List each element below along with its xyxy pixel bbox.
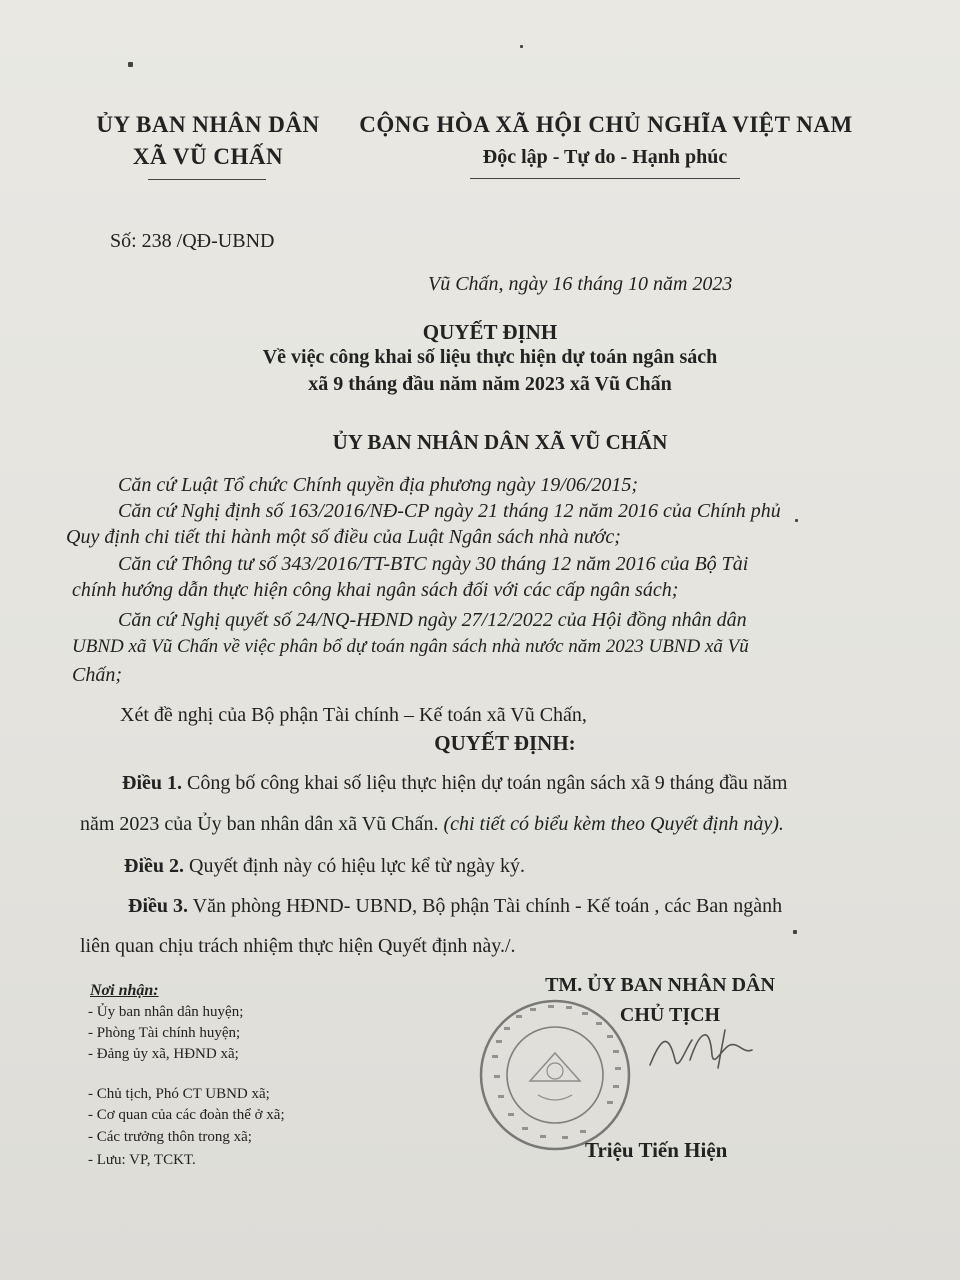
decision-subject-line2: xã 9 tháng đầu năm năm 2023 xã Vũ Chấn	[308, 373, 672, 395]
official-seal-icon	[470, 995, 640, 1155]
article-3	[128, 895, 782, 918]
signature-on-behalf: TM. ỦY BAN NHÂN DÂN	[545, 974, 775, 996]
recipient-item: - Các trưởng thôn trong xã;	[88, 1129, 252, 1145]
agency-underline	[148, 179, 266, 180]
signature-role: CHỦ TỊCH	[619, 1004, 721, 1026]
decides-heading: QUYẾT ĐỊNH:	[434, 731, 576, 755]
handwritten-signature-icon	[640, 1010, 770, 1080]
document-number: Số: 238 /QĐ-UBND	[110, 230, 275, 252]
basis-line: UBND xã Vũ Chấn về việc phân bổ dự toán ngân sách nhà nước năm 2023 UBND xã Vũ	[72, 636, 749, 657]
basis-line: Quy định chi tiết thi hành một số điều của Luật Ngân sách nhà nước;	[66, 526, 621, 548]
scan-speck	[793, 930, 797, 934]
basis-line: chính hướng dẫn thực hiện công khai ngân sách đối với các cấp ngân sách;	[72, 579, 679, 601]
basis-line: Chấn;	[72, 664, 122, 686]
article-2	[124, 855, 525, 878]
scan-speck	[520, 45, 523, 48]
article-1-text-2: năm 2023 của Ủy ban nhân dân xã Vũ Chấn.	[80, 813, 439, 835]
recipients-heading: Nơi nhận:	[90, 982, 159, 999]
article-3-continued: liên quan chịu trách nhiệm thực hiện Quyết định này./.	[80, 935, 516, 957]
article-2-label: Điều 2.	[124, 855, 184, 877]
recipient-item: - Chủ tịch, Phó CT UBND xã;	[88, 1086, 270, 1102]
basis-line: Căn cứ Nghị định số 163/2016/NĐ-CP ngày 21 tháng 12 năm 2016 của Chính phủ	[118, 500, 781, 522]
basis-line: Căn cứ Luật Tổ chức Chính quyền địa phương ngày 19/06/2015;	[118, 474, 639, 496]
signatory-name: Triệu Tiến Hiện	[585, 1138, 728, 1162]
article-3-text: Văn phòng HĐND- UBND, Bộ phận Tài chính - Kế toán , các Ban ngành	[192, 895, 783, 917]
article-1-note: (chi tiết có biểu kèm theo Quyết định này).	[443, 813, 784, 835]
recipient-item: - Đảng ủy xã, HĐND xã;	[88, 1046, 239, 1062]
article-2-text: Quyết định này có hiệu lực kể từ ngày ký.	[189, 855, 526, 877]
recipient-item: - Cơ quan của các đoàn thể ở xã;	[88, 1107, 285, 1123]
national-motto: Độc lập - Tự do - Hạnh phúc	[482, 146, 728, 168]
recipient-item: - Ủy ban nhân dân huyện;	[88, 1004, 244, 1020]
article-1-continued	[80, 813, 784, 836]
motto-underline	[470, 178, 740, 179]
scan-speck	[128, 62, 133, 67]
recipient-item: - Lưu: VP, TCKT.	[88, 1152, 196, 1168]
article-1	[122, 772, 787, 795]
article-3-label: Điều 3.	[128, 895, 188, 917]
decision-title: QUYẾT ĐỊNH	[422, 320, 558, 344]
basis-line: Căn cứ Nghị quyết số 24/NQ-HĐND ngày 27/12/2022 của Hội đồng nhân dân	[118, 609, 747, 631]
recipient-item: - Phòng Tài chính huyện;	[88, 1025, 241, 1041]
basis-line: Căn cứ Thông tư số 343/2016/TT-BTC ngày 30 tháng 12 năm 2016 của Bộ Tài	[118, 553, 749, 575]
article-1-label: Điều 1.	[122, 772, 182, 794]
national-title: CỘNG HÒA XÃ HỘI CHỦ NGHĨA VIỆT NAM	[359, 112, 853, 137]
decision-subject-line1: Về việc công khai số liệu thực hiện dự toán ngân sách	[262, 346, 718, 368]
scan-speck	[795, 519, 798, 522]
consideration-text: Xét đề nghị của Bộ phận Tài chính – Kế toán xã Vũ Chấn,	[120, 704, 587, 726]
place-date: Vũ Chấn, ngày 16 tháng 10 năm 2023	[428, 273, 733, 295]
agency-name-line1: ỦY BAN NHÂN DÂN	[96, 112, 320, 137]
article-1-text: Công bố công khai số liệu thực hiện dự toán ngân sách xã 9 tháng đầu năm	[187, 772, 788, 794]
agency-name-line2: XÃ VŨ CHẤN	[132, 144, 284, 169]
issuer-heading: ỦY BAN NHÂN DÂN XÃ VŨ CHẤN	[332, 430, 668, 454]
